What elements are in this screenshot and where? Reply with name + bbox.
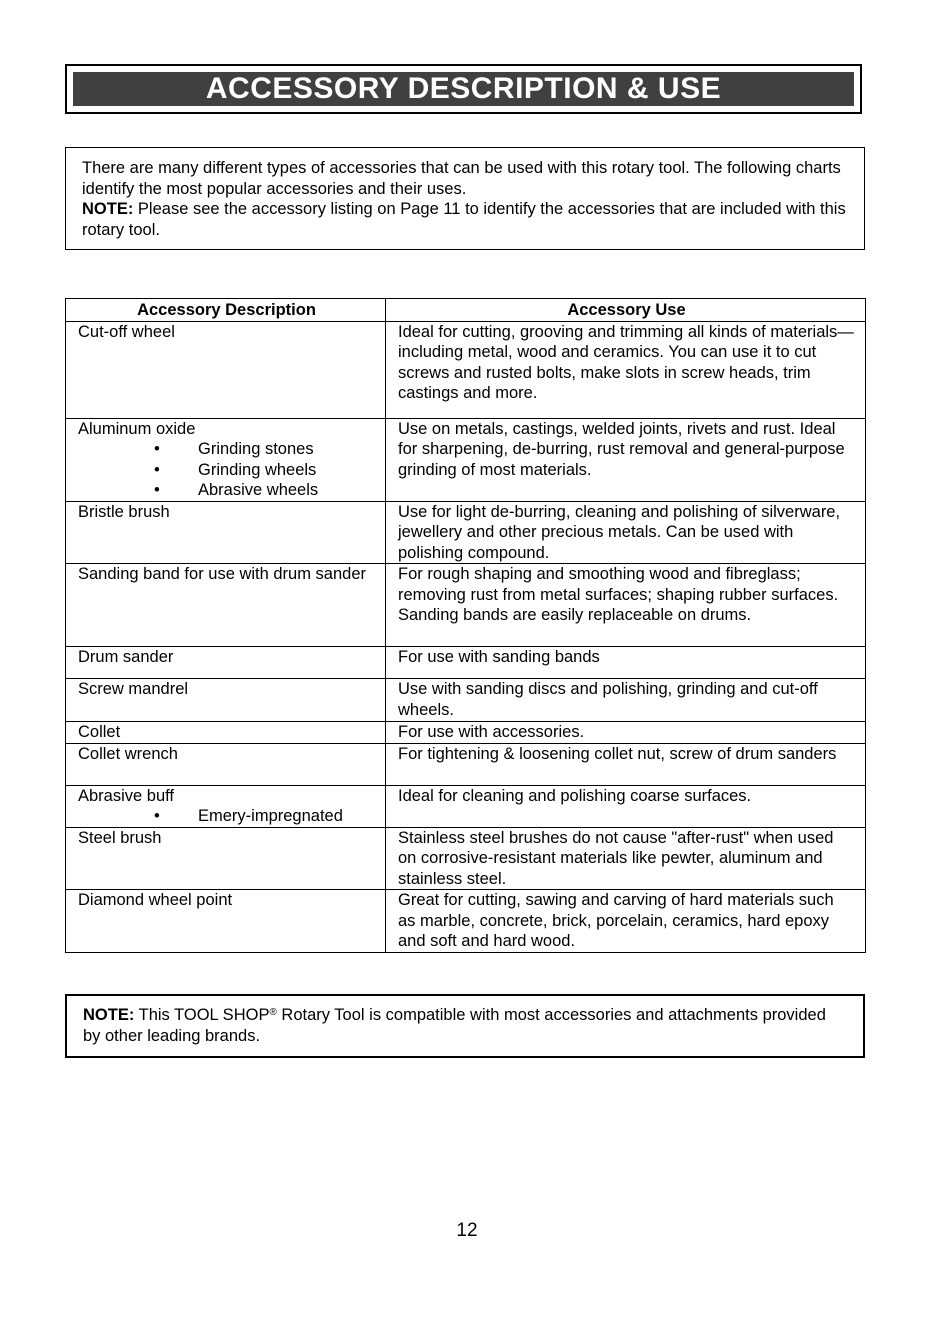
table-row [66, 501, 866, 564]
table-row [66, 647, 866, 679]
accessory-use-cell: Ideal for cleaning and polishing coarse surfaces. [386, 785, 866, 827]
accessory-name: Drum sander [78, 648, 174, 666]
accessory-subtype-item: • Emery-impregnated [78, 806, 375, 827]
accessory-use-cell: Use on metals, castings, welded joints, rivets and rust. Ideal for sharpening, de-burring, rust removal and general-purpose grinding of most materials. [386, 418, 866, 501]
footer-note-box [65, 994, 865, 1058]
accessory-description-cell [66, 679, 386, 722]
accessory-description-cell [66, 743, 386, 785]
intro-note-label: NOTE: [82, 200, 134, 219]
accessory-subtypes [78, 439, 375, 501]
accessory-name: Collet wrench [78, 744, 178, 763]
intro-note [82, 199, 848, 240]
accessory-use-cell: Great for cutting, sawing and carving of hard materials such as marble, concrete, brick, porcelain, ceramics, hard epoxy and soft and hard wood. [386, 890, 866, 953]
accessory-use-cell: For use with accessories. [386, 722, 866, 744]
accessory-use-cell: Use with sanding discs and polishing, grinding and cut-off wheels. [386, 679, 866, 722]
table-row [66, 321, 866, 418]
table-header-row [66, 299, 866, 322]
table-row [66, 679, 866, 722]
accessory-name: Cut-off wheel [78, 322, 175, 341]
header-description: Accessory Description [66, 299, 386, 322]
table-row [66, 743, 866, 785]
accessory-name: Collet [78, 723, 121, 741]
intro-box [65, 147, 865, 250]
footer-note-text-before: This TOOL SHOP [134, 1006, 270, 1024]
page-number: 12 [456, 1220, 478, 1241]
accessory-use-cell: For tightening & loosening collet nut, screw of drum sanders [386, 743, 866, 785]
table-row [66, 785, 866, 827]
accessory-use-cell: Use for light de-burring, cleaning and polishing of silverware, jewellery and other precious metals. Can be used with polishing compound. [386, 501, 866, 564]
header-use: Accessory Use [386, 299, 866, 322]
table-row [66, 890, 866, 953]
table-row [66, 827, 866, 890]
footer-note [83, 1005, 847, 1046]
accessory-use-cell: For use with sanding bands [386, 647, 866, 679]
accessory-subtype-item: • Grinding stones [78, 439, 375, 460]
accessory-description-cell [66, 785, 386, 827]
accessory-name: Bristle brush [78, 502, 170, 521]
table-row [66, 722, 866, 744]
accessory-name: Aluminum oxide [78, 419, 196, 438]
footer-note-text-after: Rotary Tool is compatible with most accessories and attachments provided by other leading brands. [83, 1006, 826, 1045]
title-frame [65, 64, 862, 114]
accessory-description-cell [66, 647, 386, 679]
accessory-table [65, 298, 866, 953]
intro-note-text: Please see the accessory listing on Page 11 to identify the accessories that are included with this rotary tool. [82, 200, 846, 240]
accessory-description-cell [66, 321, 386, 418]
table-body [66, 321, 866, 952]
accessory-use-cell: For rough shaping and smoothing wood and fibreglass; removing rust from metal surfaces; shaping rubber surfaces. Sanding bands are easily replaceable on drums. [386, 564, 866, 647]
accessory-subtypes [78, 806, 375, 827]
registered-mark: ® [269, 1007, 277, 1018]
table-row [66, 564, 866, 647]
footer-note-label: NOTE: [83, 1006, 135, 1024]
accessory-subtype-item: • Abrasive wheels [78, 480, 375, 501]
accessory-description-cell [66, 564, 386, 647]
accessory-description-cell [66, 827, 386, 890]
accessory-description-cell [66, 501, 386, 564]
accessory-name: Steel brush [78, 828, 162, 847]
accessory-name: Screw mandrel [78, 680, 189, 698]
intro-text: There are many different types of accessories that can be used with this rotary tool. The following charts identify the most popular accessories and their uses. [82, 159, 841, 198]
accessory-name: Sanding band for use with drum sander [78, 565, 367, 583]
accessory-name: Diamond wheel point [78, 891, 233, 909]
accessory-description-cell [66, 722, 386, 744]
accessory-use-cell: Stainless steel brushes do not cause "after-rust" when used on corrosive-resistant materials like pewter, aluminum and stainless steel. [386, 827, 866, 890]
page-title: ACCESSORY DESCRIPTION & USE [73, 72, 854, 106]
accessory-description-cell [66, 890, 386, 953]
table-row [66, 418, 866, 501]
accessory-description-cell [66, 418, 386, 501]
accessory-name: Abrasive buff [78, 786, 175, 805]
accessory-subtype-item: • Grinding wheels [78, 460, 375, 481]
accessory-use-cell: Ideal for cutting, grooving and trimming all kinds of materials—including metal, wood and ceramics. You can use it to cut screws and rusted bolts, make slots in screw heads, trim castings and more. [386, 321, 866, 418]
